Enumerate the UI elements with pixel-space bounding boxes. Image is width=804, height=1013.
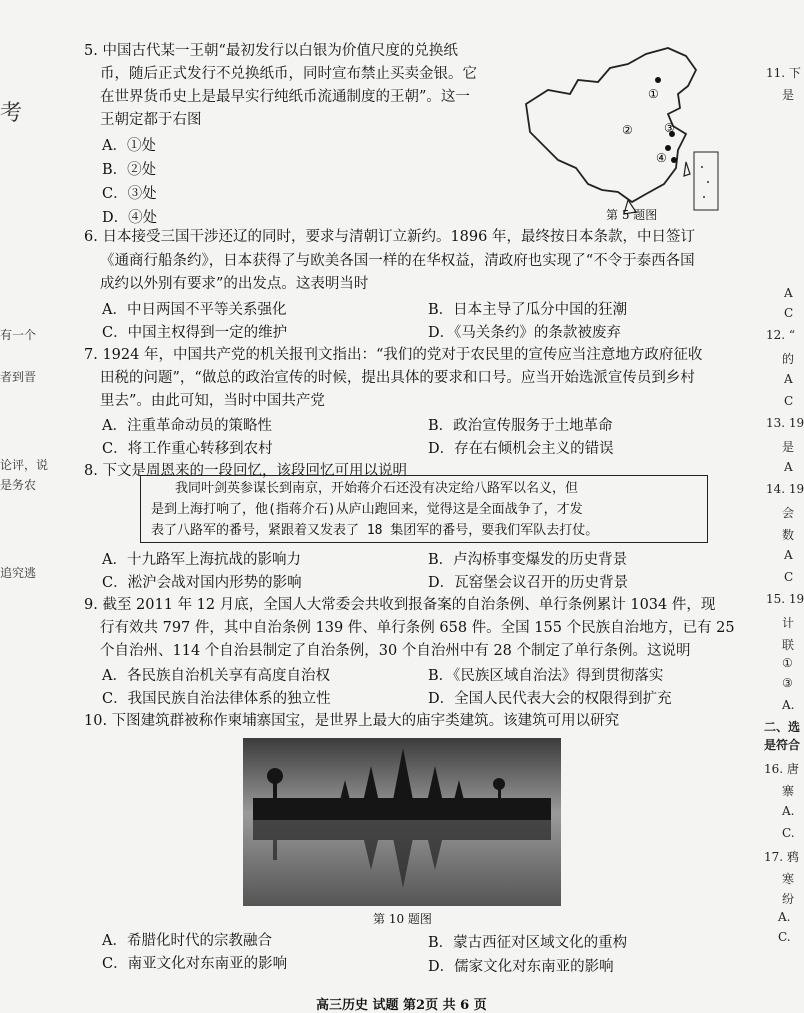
q9-option-a: A．各民族自治机关享有高度自治权 bbox=[102, 668, 330, 684]
q6-stem-line-1: 6. 日本接受三国干涉还辽的同时，要求与清朝订立新约。1896 年，最终按日本条款，中日签订 bbox=[84, 229, 695, 245]
right-margin-fragment-19: 联 bbox=[782, 638, 795, 652]
q9-option-d: D．全国人民代表大会的权限得到扩充 bbox=[428, 691, 672, 707]
right-margin-fragment-24: 是符合 bbox=[764, 738, 801, 752]
right-margin-fragment-13: 会 bbox=[782, 506, 795, 520]
left-margin-fragment-2: 有一个 bbox=[0, 328, 37, 342]
q5-option-a: A．①处 bbox=[102, 138, 156, 154]
right-margin-fragment-4: C bbox=[784, 306, 794, 320]
q5-stem-line-4: 王朝定都于右图 bbox=[100, 112, 202, 128]
q5-map-caption: 第 5 题图 bbox=[606, 208, 658, 222]
q8-option-b: B．卢沟桥事变爆发的历史背景 bbox=[428, 552, 628, 568]
q7-stem-line-2: 田税的问题”，“做总的政治宣传的时候，提出具体的要求和口号。应当开始选派宣传员到乡村 bbox=[100, 370, 695, 386]
right-margin-fragment-25: 16. 唐 bbox=[764, 762, 799, 776]
q10-option-c: C．南亚文化对东南亚的影响 bbox=[102, 956, 288, 972]
q5-option-b: B．②处 bbox=[102, 162, 157, 178]
q5-option-d: D．④处 bbox=[102, 210, 158, 226]
right-margin-fragment-29: 17. 鸦 bbox=[764, 850, 799, 864]
angkor-wat-photo bbox=[243, 738, 561, 906]
right-margin-fragment-16: C bbox=[784, 570, 794, 584]
left-margin-fragment-5: 是务农 bbox=[0, 478, 37, 492]
right-margin-fragment-32: A. bbox=[778, 910, 791, 924]
right-margin-fragment-33: C. bbox=[778, 930, 791, 944]
q6-stem-line-3: 成约以外别有要求”的出发点。这表明当时 bbox=[100, 276, 369, 292]
map-marker-1: ① bbox=[648, 87, 659, 101]
q8-quote-box bbox=[140, 475, 708, 543]
right-margin-fragment-30: 寒 bbox=[782, 872, 795, 886]
q10-photo-caption: 第 10 题图 bbox=[373, 912, 432, 926]
right-margin-fragment-20: ① bbox=[782, 656, 793, 670]
right-margin-fragment-26: 寨 bbox=[782, 784, 795, 798]
q5-stem-line-1: 5. 中国古代某一王朝“最初发行以白银为价值尺度的兑换纸 bbox=[84, 43, 458, 59]
q8-stem: 8. 下文是周恩来的一段回忆，该段回忆可用以说明 bbox=[84, 463, 407, 479]
left-margin-fragment-3: 者到晋 bbox=[0, 370, 37, 384]
q9-stem-line-2: 行有效共 797 件，其中自治条例 139 件、单行条例 658 件。全国 155 个民族自治地方，已有 25 bbox=[100, 620, 735, 636]
china-map bbox=[518, 42, 723, 220]
right-margin-fragment-14: 数 bbox=[782, 528, 795, 542]
right-margin-fragment-31: 纷 bbox=[782, 892, 795, 906]
right-margin-fragment-28: C. bbox=[782, 826, 795, 840]
right-margin-fragment-22: A. bbox=[782, 698, 795, 712]
right-margin-fragment-17: 15. 19 bbox=[766, 592, 804, 606]
q10-option-b: B．蒙古西征对区域文化的重构 bbox=[428, 935, 628, 951]
q9-option-c: C．我国民族自治法律体系的独立性 bbox=[102, 691, 331, 707]
right-margin-fragment-12: 14. 19 bbox=[766, 482, 804, 496]
right-margin-fragment-6: 的 bbox=[782, 352, 795, 366]
map-marker-2: ② bbox=[622, 123, 633, 137]
right-margin-fragment-27: A. bbox=[782, 804, 795, 818]
right-margin-fragment-2: 是 bbox=[782, 88, 795, 102]
right-margin-fragment-21: ③ bbox=[782, 676, 793, 690]
q8-option-d: D．瓦窑堡会议召开的历史背景 bbox=[428, 575, 629, 591]
right-margin-fragment-23: 二、选 bbox=[764, 720, 801, 734]
q6-option-b: B．日本主导了瓜分中国的狂潮 bbox=[428, 302, 628, 318]
q8-quote-line-2: 是到上海打响了，他(指蒋介石)从庐山跑回来，觉得这是全面战争了，才发 bbox=[151, 502, 583, 517]
left-margin-fragment-4: 论评，说 bbox=[0, 458, 49, 472]
q6-option-a: A．中日两国不平等关系强化 bbox=[102, 302, 287, 318]
q8-option-a: A．十九路军上海抗战的影响力 bbox=[102, 552, 301, 568]
q9-stem-line-1: 9. 截至 2011 年 12 月底，全国人大常委会共收到报备案的自治条例、单行条例累计 1034 件，现 bbox=[84, 597, 716, 613]
q10-stem: 10. 下图建筑群被称作柬埔寨国宝，是世界上最大的庙宇类建筑。该建筑可用以研究 bbox=[84, 713, 620, 729]
right-margin-fragment-7: A bbox=[784, 372, 793, 386]
q7-option-d: D．存在右倾机会主义的错误 bbox=[428, 441, 614, 457]
right-margin-fragment-9: 13. 19 bbox=[766, 416, 804, 430]
q8-quote-line-3: 表了八路军的番号，紧跟着又发表了 18 集团军的番号，要我们军队去打仗。 bbox=[151, 523, 599, 538]
q8-quote-line-1: 我同叶剑英参谋长到南京，开始蒋介石还没有决定给八路军以名义，但 bbox=[175, 481, 579, 496]
q7-stem-line-3: 里去”。由此可知，当时中国共产党 bbox=[100, 393, 325, 409]
q10-option-a: A．希腊化时代的宗教融合 bbox=[102, 933, 272, 949]
left-margin-fragment-1: 考 bbox=[0, 101, 23, 126]
right-margin-fragment-1: 11. 下 bbox=[766, 66, 801, 80]
page-footer: 高三历史 试题 第2页 共 6 页 bbox=[316, 998, 487, 1013]
right-margin-fragment-11: A bbox=[784, 460, 793, 474]
right-margin-fragment-8: C bbox=[784, 394, 794, 408]
right-margin-fragment-3: A bbox=[784, 286, 793, 300]
map-marker-3: ③ bbox=[664, 121, 675, 135]
right-margin-fragment-10: 是 bbox=[782, 440, 795, 454]
q7-option-a: A．注重革命动员的策略性 bbox=[102, 418, 272, 434]
q9-option-b: B．《民族区域自治法》得到贯彻落实 bbox=[428, 668, 664, 684]
q6-option-d: D．《马关条约》的条款被废弃 bbox=[428, 325, 621, 341]
q9-stem-line-3: 个自治州、114 个自治县制定了自治条例，30 个自治州中有 28 个制定了单行条例。这说明 bbox=[100, 643, 691, 659]
right-margin-fragment-15: A bbox=[784, 548, 793, 562]
q6-stem-line-2: 《通商行船条约》，日本获得了与欧美各国一样的在华权益，清政府也实现了“不令于泰西各国 bbox=[100, 253, 695, 269]
right-margin-fragment-18: 计 bbox=[782, 616, 795, 630]
q5-option-c: C．③处 bbox=[102, 186, 157, 202]
map-marker-4: ④ bbox=[656, 151, 667, 165]
q8-option-c: C．淞沪会战对国内形势的影响 bbox=[102, 575, 302, 591]
q5-stem-line-2: 币，随后正式发行不兑换纸币，同时宣布禁止买卖金银。它 bbox=[100, 66, 477, 82]
q7-option-b: B．政治宣传服务于土地革命 bbox=[428, 418, 613, 434]
q6-option-c: C．中国主权得到一定的维护 bbox=[102, 325, 288, 341]
left-margin-fragment-6: 追究逃 bbox=[0, 566, 37, 580]
q10-option-d: D．儒家文化对东南亚的影响 bbox=[428, 959, 614, 975]
right-margin-fragment-5: 12. “ bbox=[766, 328, 796, 342]
q5-stem-line-3: 在世界货币史上是最早实行纯纸币流通制度的王朝”。这一 bbox=[100, 89, 470, 105]
q7-option-c: C．将工作重心转移到农村 bbox=[102, 441, 273, 457]
q7-stem-line-1: 7. 1924 年，中国共产党的机关报刊文指出：“我们的党对于农民里的宣传应当注意地方政府征收 bbox=[84, 347, 703, 363]
